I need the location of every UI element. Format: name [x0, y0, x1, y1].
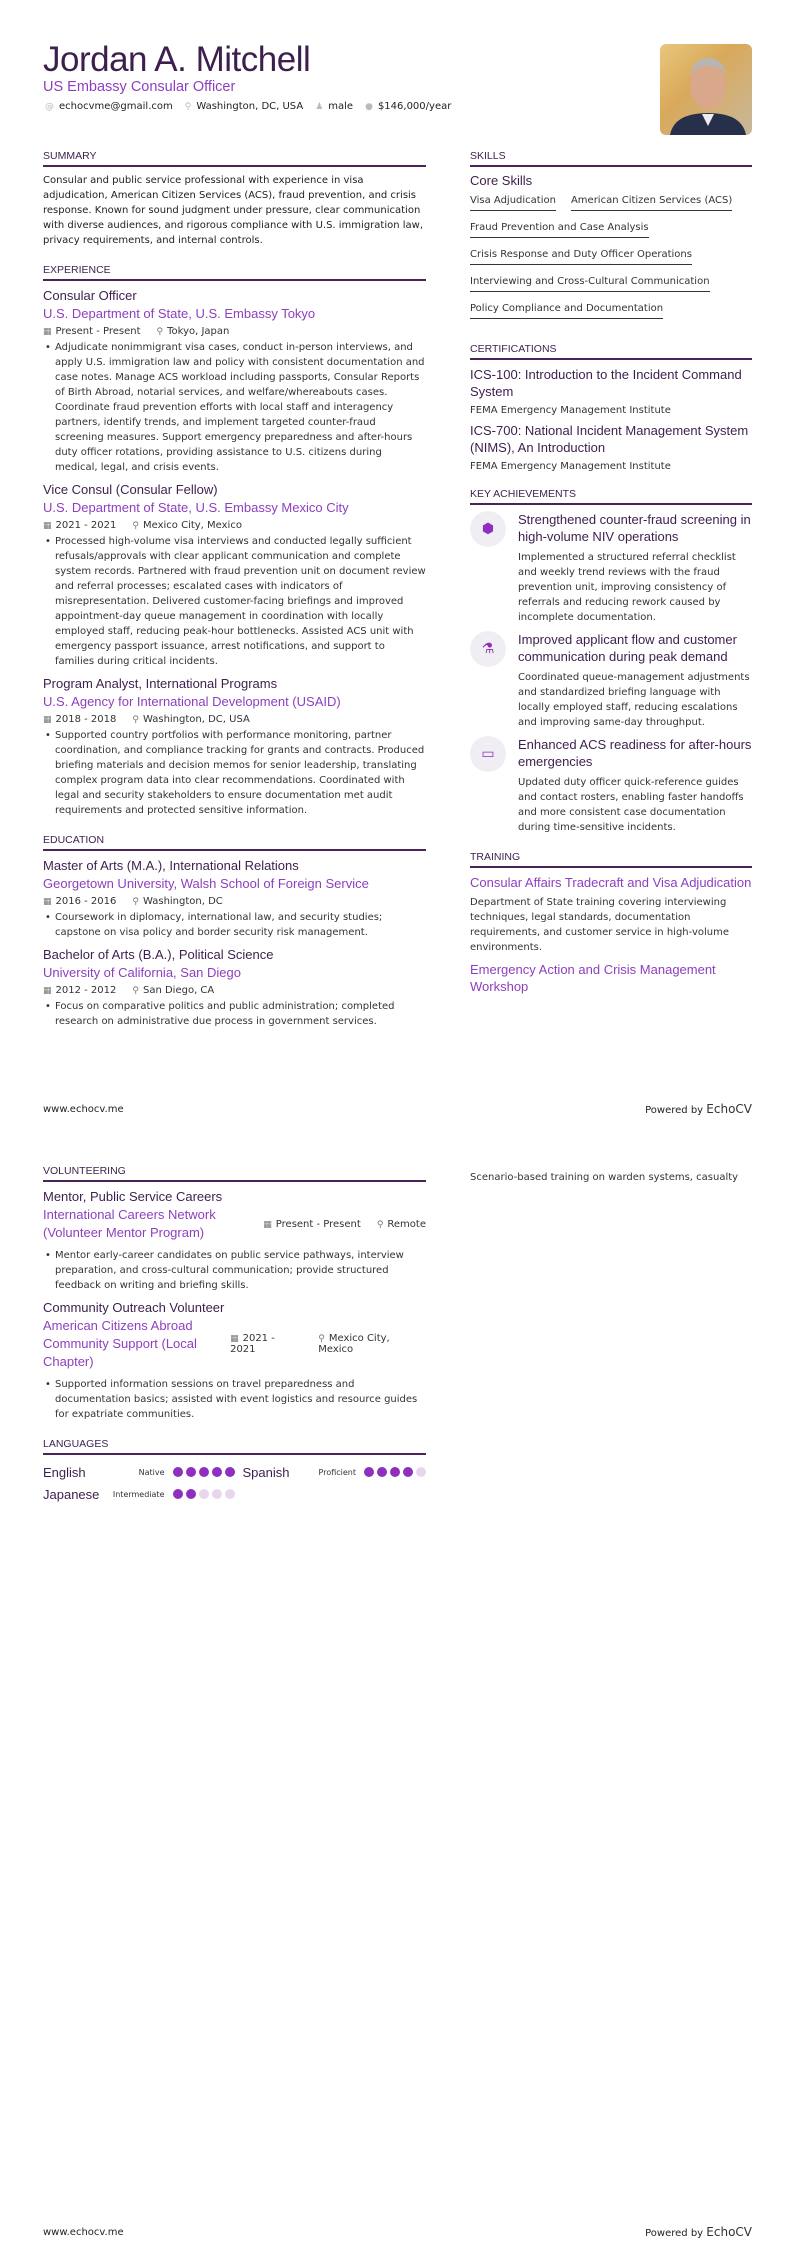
bullet-list — [43, 1248, 426, 1293]
section-heading: EDUCATION — [43, 834, 426, 851]
location-text: Remote — [387, 1218, 426, 1230]
dates: Present - Present — [55, 326, 141, 337]
entry — [43, 675, 426, 818]
date-range — [230, 1333, 302, 1355]
dates: 2016 - 2016 — [55, 896, 117, 907]
gender: male — [328, 101, 354, 112]
entry-meta — [43, 520, 426, 531]
cube-icon: ⬢ — [470, 511, 506, 547]
calendar-icon: ▦ — [43, 327, 52, 337]
certification-issuer: FEMA Emergency Management Institute — [470, 461, 671, 472]
entry — [43, 1299, 426, 1422]
entry-meta — [43, 896, 426, 907]
proficiency-dot — [390, 1467, 400, 1477]
footer-site-link[interactable]: www.echocv.me — [43, 1104, 124, 1115]
entry-meta — [263, 1219, 426, 1230]
section-heading: TRAINING — [470, 851, 752, 868]
brand-logo[interactable]: EchoCV — [706, 2225, 752, 2239]
date-range — [43, 896, 116, 907]
achievement-desc: Updated duty officer quick-reference guides and contact rosters, enabling faster handoffs and more consistent case documentation during time-sensitive incidents. — [518, 777, 744, 833]
calendar-icon: ▦ — [43, 715, 52, 725]
summary-section — [43, 150, 426, 248]
proficiency-dot — [377, 1467, 387, 1477]
location-pin-icon: ⚲ — [132, 897, 139, 907]
location — [377, 1219, 426, 1230]
right-column — [470, 150, 752, 1011]
entry-title: Bachelor of Arts (B.A.), Political Science — [43, 947, 274, 962]
entry-org-row — [43, 1317, 426, 1371]
proficiency-dot — [173, 1489, 183, 1499]
achievement-title: Strengthened counter-fraud screening in high-volume NIV operations — [518, 512, 751, 544]
education-section — [43, 834, 426, 1029]
skill-tag: Interviewing and Cross-Cultural Communication — [470, 273, 710, 292]
location-text: Tokyo, Japan — [167, 326, 230, 337]
bullet: • Mentor early-career candidates on public service pathways, interview preparation, and cross-cultural communication; provide structured feedback on writing and briefing skills. — [43, 1248, 426, 1293]
achievement-desc: Implemented a structured referral checklist and weekly trend reviews with the fraud prevention unit, improving consistency of referrals and reducing rework caused by incomplete documentation. — [518, 552, 736, 623]
date-range — [43, 714, 116, 725]
location-pin-icon: ⚲ — [318, 1334, 325, 1344]
contact-row — [45, 101, 451, 112]
location — [132, 985, 214, 996]
candidate-name: Jordan A. Mitchell — [43, 40, 311, 79]
proficiency-dot — [199, 1489, 209, 1499]
entry-title: Mentor, Public Service Careers — [43, 1189, 223, 1204]
left-column — [43, 1165, 426, 1521]
entry-organization: International Careers Network (Volunteer Mentor Program) — [43, 1207, 216, 1240]
proficiency-dot — [403, 1467, 413, 1477]
entry-meta — [43, 326, 426, 337]
candidate-title: US Embassy Consular Officer — [43, 79, 236, 95]
location — [132, 896, 222, 907]
entry — [43, 481, 426, 669]
entry — [43, 946, 426, 1029]
achievement-title: Enhanced ACS readiness for after-hours emergencies — [518, 737, 752, 769]
entry-meta — [43, 714, 426, 725]
location-text: San Diego, CA — [142, 985, 215, 996]
entry-meta — [43, 985, 426, 996]
achievement-text — [518, 511, 752, 625]
skills-group-title: Core Skills — [470, 173, 533, 188]
proficiency-dot — [416, 1467, 426, 1477]
salary: $146,000/year — [377, 101, 452, 112]
skill-tag: Crisis Response and Duty Officer Operations — [470, 246, 692, 265]
achievement — [470, 631, 752, 730]
skill-tag: Visa Adjudication — [470, 192, 556, 211]
footer-powered — [645, 2225, 752, 2239]
footer-site-link[interactable]: www.echocv.me — [43, 2227, 124, 2238]
entry-title: Consular Officer — [43, 288, 137, 303]
bullet: • Coursework in diplomacy, international law, and security studies; capstone on visa policy and border security risk management. — [43, 910, 426, 940]
language-item — [43, 1483, 235, 1505]
proficiency-dot — [212, 1467, 222, 1477]
summary-text: Consular and public service professional with experience in visa adjudication, American Citizen Services (ACS), fraud prevention, and crisis response. Known for sound judgment under pressure, clear communication with diverse audiences, and rigorous compliance with U.S. immigration law, privacy requirements, and internal controls. — [43, 175, 424, 246]
dates: 2018 - 2018 — [55, 714, 117, 725]
bullet: • Adjudicate nonimmigrant visa cases, conduct in-person interviews, and apply U.S. immigration law and policy with consistent documentation and case notes. Manage ACS workload including passports, Consular Reports of Birth Abroad, notarial services, and welfare/whereabouts cases. Coordinate fraud prevention efforts with local staff and interagency partners, identify trends, and implement targeted counter-fraud screening measures. Support emergency preparedness and after-hours duty officer rotations, providing assistance to U.S. citizens during medical, legal, and crisis events. — [43, 340, 426, 475]
bullet-list — [43, 728, 426, 818]
location-text: Mexico City, Mexico — [318, 1333, 390, 1355]
dates: 2021 - 2021 — [55, 520, 117, 531]
volunteering-section — [43, 1165, 426, 1422]
language-level: Native — [138, 1467, 165, 1477]
bullet-list — [43, 999, 426, 1029]
experience-section — [43, 264, 426, 818]
language-item — [43, 1461, 235, 1483]
entry-organization: University of California, San Diego — [43, 965, 241, 980]
date-range — [43, 520, 116, 531]
achievement-text — [518, 631, 752, 730]
entry-organization: U.S. Department of State, U.S. Embassy Tokyo — [43, 306, 316, 321]
location — [318, 1333, 426, 1355]
entry-title: Vice Consul (Consular Fellow) — [43, 482, 218, 497]
location-pin-icon: ⚲ — [184, 102, 192, 112]
achievement-desc: Coordinated queue-management adjustments and standardized briefing language with locally employed staff, reducing escalations and improving same-day throughput. — [518, 672, 750, 728]
proficiency-dot — [173, 1467, 183, 1477]
entry-meta — [230, 1333, 426, 1355]
bullet: • Supported country portfolios with performance monitoring, partner coordination, and compliance tracking for grants and contracts. Produced briefing materials and decision memos for senior leadership, translating complex program data into clear recommendations. Coordinated with legal and security stakeholders to ensure documentation met audit requirements and protected sensitive information. — [43, 728, 426, 818]
right-column — [470, 1170, 752, 1191]
bullet-list — [43, 910, 426, 940]
location-text: Washington, DC, USA — [142, 714, 250, 725]
location-pin-icon: ⚲ — [156, 327, 164, 337]
entry-organization: American Citizens Abroad Community Support (Local Chapter) — [43, 1318, 197, 1369]
training-title: Consular Affairs Tradecraft and Visa Adjudication — [470, 875, 752, 890]
calendar-icon: ▦ — [43, 897, 52, 907]
bullet-list — [43, 534, 426, 669]
language-item — [235, 1461, 427, 1483]
powered-by-label: Powered by — [645, 2228, 704, 2239]
location: Washington, DC, USA — [196, 101, 304, 112]
date-range — [263, 1219, 361, 1230]
calendar-icon: ▦ — [43, 986, 52, 996]
languages-section — [43, 1438, 426, 1505]
dates: 2021 - 2021 — [230, 1333, 275, 1355]
footer-powered — [645, 1102, 752, 1116]
bullet: • Focus on comparative politics and public administration; completed research on administrative due process in government services. — [43, 999, 426, 1029]
entry-organization: U.S. Agency for International Development (USAID) — [43, 694, 341, 709]
dates: Present - Present — [275, 1218, 361, 1230]
section-heading: LANGUAGES — [43, 1438, 426, 1455]
monitor-icon: ▭ — [470, 736, 506, 772]
location-pin-icon: ⚲ — [132, 986, 139, 996]
skill-tag: Fraud Prevention and Case Analysis — [470, 219, 649, 238]
location — [132, 714, 249, 725]
proficiency-dot — [186, 1489, 196, 1499]
flask-icon: ⚗ — [470, 631, 506, 667]
certifications-section — [470, 343, 752, 472]
location-pin-icon: ⚲ — [132, 715, 139, 725]
proficiency-dot — [199, 1467, 209, 1477]
location-text: Washington, DC — [142, 896, 223, 907]
entry-org-row — [43, 1206, 426, 1242]
calendar-icon: ▦ — [43, 521, 52, 531]
location — [132, 520, 242, 531]
achievement — [470, 736, 752, 835]
left-column — [43, 150, 426, 1045]
training-title: Emergency Action and Crisis Management Workshop — [470, 962, 716, 994]
section-heading: VOLUNTEERING — [43, 1165, 426, 1182]
bullet: • Supported information sessions on travel preparedness and documentation basics; assisted with event logistics and resource guides for expatriate communities. — [43, 1377, 426, 1422]
brand-logo[interactable]: EchoCV — [706, 1102, 752, 1116]
entry-title: Master of Arts (M.A.), International Relations — [43, 858, 299, 873]
calendar-icon: ▦ — [263, 1219, 272, 1230]
certification-title: ICS-100: Introduction to the Incident Command System — [470, 367, 742, 399]
entry-organization: U.S. Department of State, U.S. Embassy Mexico City — [43, 500, 349, 515]
language-list — [43, 1461, 426, 1505]
bullet-list — [43, 340, 426, 475]
dates: 2012 - 2012 — [55, 985, 117, 996]
email[interactable]: echocvme@gmail.com — [59, 101, 173, 112]
skill-tag: American Citizen Services (ACS) — [571, 192, 732, 211]
training-section — [470, 851, 752, 995]
skill-tags — [470, 192, 752, 327]
skill-tag: Policy Compliance and Documentation — [470, 300, 663, 319]
location — [157, 326, 230, 337]
location-pin-icon: ⚲ — [132, 521, 139, 531]
person-icon: ♟ — [315, 102, 324, 112]
section-heading: EXPERIENCE — [43, 264, 426, 281]
entry-title: Community Outreach Volunteer — [43, 1300, 225, 1315]
proficiency-dot — [212, 1489, 222, 1499]
training-desc: Scenario-based training on warden systems, casualty — [470, 1172, 739, 1183]
entry — [43, 857, 426, 940]
location-pin-icon: ⚲ — [376, 1219, 384, 1230]
achievement-text — [518, 736, 752, 835]
entry — [43, 287, 426, 475]
proficiency-dot — [364, 1467, 374, 1477]
powered-by-label: Powered by — [645, 1105, 704, 1116]
proficiency-dot — [225, 1489, 235, 1499]
section-heading: SKILLS — [470, 150, 752, 167]
skills-section — [470, 150, 752, 327]
section-heading: KEY ACHIEVEMENTS — [470, 488, 752, 505]
achievement — [470, 511, 752, 625]
proficiency-dot — [225, 1467, 235, 1477]
language-level: Intermediate — [112, 1489, 165, 1499]
money-icon: ● — [365, 102, 373, 112]
section-heading: CERTIFICATIONS — [470, 343, 752, 360]
language-name: Japanese — [43, 1486, 100, 1502]
certification-issuer: FEMA Emergency Management Institute — [470, 405, 671, 416]
language-level: Proficient — [318, 1467, 356, 1477]
resume-page-2 — [0, 1123, 794, 2246]
achievement-title: Improved applicant flow and customer communication during peak demand — [518, 632, 737, 664]
certification-title: ICS-700: National Incident Management System (NIMS), An Introduction — [470, 423, 749, 455]
bullet-list — [43, 1377, 426, 1422]
entry — [43, 1188, 426, 1293]
bullet: • Processed high-volume visa interviews and conducted legally sufficient refusals/approvals with clear applicant communication and complete system records. Partnered with fraud prevention unit on document review and referral processes; escalated cases with indicators of misrepresentation. Delivered customer-facing briefings and improved appointment-day queue management in coordination with locally employed staff, reducing peak-hour bottlenecks. Assisted ACS unit with emergency passport issuance, arrest notifications, and support to families during critical incidents. — [43, 534, 426, 669]
proficiency-dot — [186, 1467, 196, 1477]
location-text: Mexico City, Mexico — [142, 520, 242, 531]
calendar-icon: ▦ — [230, 1334, 239, 1344]
date-range — [43, 326, 141, 337]
at-icon: @ — [45, 102, 54, 112]
date-range — [43, 985, 116, 996]
section-heading: SUMMARY — [43, 150, 426, 167]
entry-organization: Georgetown University, Walsh School of Foreign Service — [43, 876, 369, 891]
entry-title: Program Analyst, International Programs — [43, 676, 278, 691]
profile-photo — [660, 44, 752, 135]
language-name: English — [43, 1464, 86, 1480]
language-name: Spanish — [242, 1464, 290, 1480]
training-desc: Department of State training covering interviewing techniques, legal standards, documentation requirements, and customer service in high-volume environments. — [470, 897, 730, 953]
achievements-section — [470, 488, 752, 835]
